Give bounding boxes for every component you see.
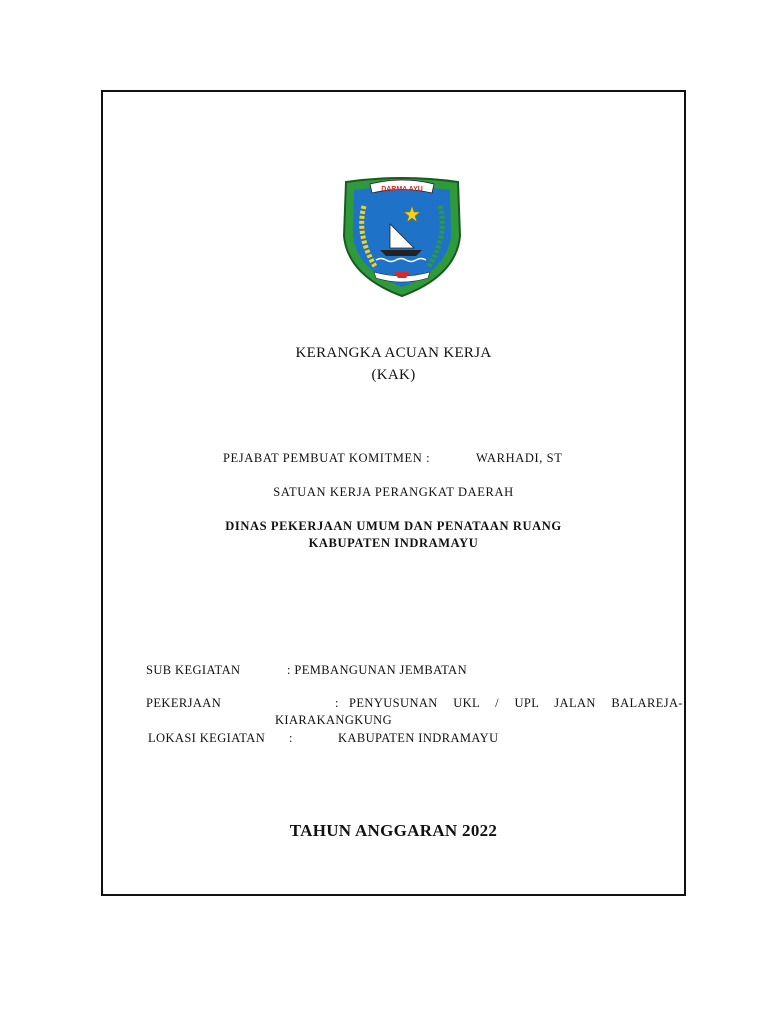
regency-coat-of-arms-logo: [336, 176, 468, 298]
sub-kegiatan-value: : PEMBANGUNAN JEMBATAN: [287, 663, 468, 677]
dinas-line-2: KABUPATEN INDRAMAYU: [308, 536, 479, 550]
lokasi-kegiatan-colon: :: [289, 731, 293, 745]
tahun-anggaran: TAHUN ANGGARAN 2022: [289, 821, 498, 840]
document-frame: [101, 90, 686, 896]
pekerjaan-colon: :: [335, 696, 339, 710]
sub-kegiatan-label: SUB KEGIATAN: [146, 663, 241, 677]
document-title-line-2: (KAK): [371, 367, 416, 383]
satuan-kerja: SATUAN KERJA PERANGKAT DAERAH: [273, 485, 514, 499]
pejabat-label: PEJABAT PEMBUAT KOMITMEN :: [223, 451, 431, 465]
document-title-line-1: KERANGKA ACUAN KERJA: [295, 345, 492, 361]
dinas-line-1: DINAS PEKERJAAN UMUM DAN PENATAAN RUANG: [225, 519, 562, 533]
pekerjaan-value-line-2: KIARAKANGKUNG: [275, 713, 392, 727]
pekerjaan-value-line-1: PENYUSUNAN UKL / UPL JALAN BALAREJA-: [349, 696, 683, 710]
lokasi-kegiatan-value: KABUPATEN INDRAMAYU: [338, 731, 499, 745]
lokasi-kegiatan-label: LOKASI KEGIATAN: [148, 731, 266, 745]
pejabat-value: WARHADI, ST: [476, 451, 563, 465]
boat-hull: [380, 250, 422, 256]
banner-text: DARMA AYU: [381, 186, 423, 193]
pekerjaan-label: PEKERJAAN: [146, 696, 222, 710]
